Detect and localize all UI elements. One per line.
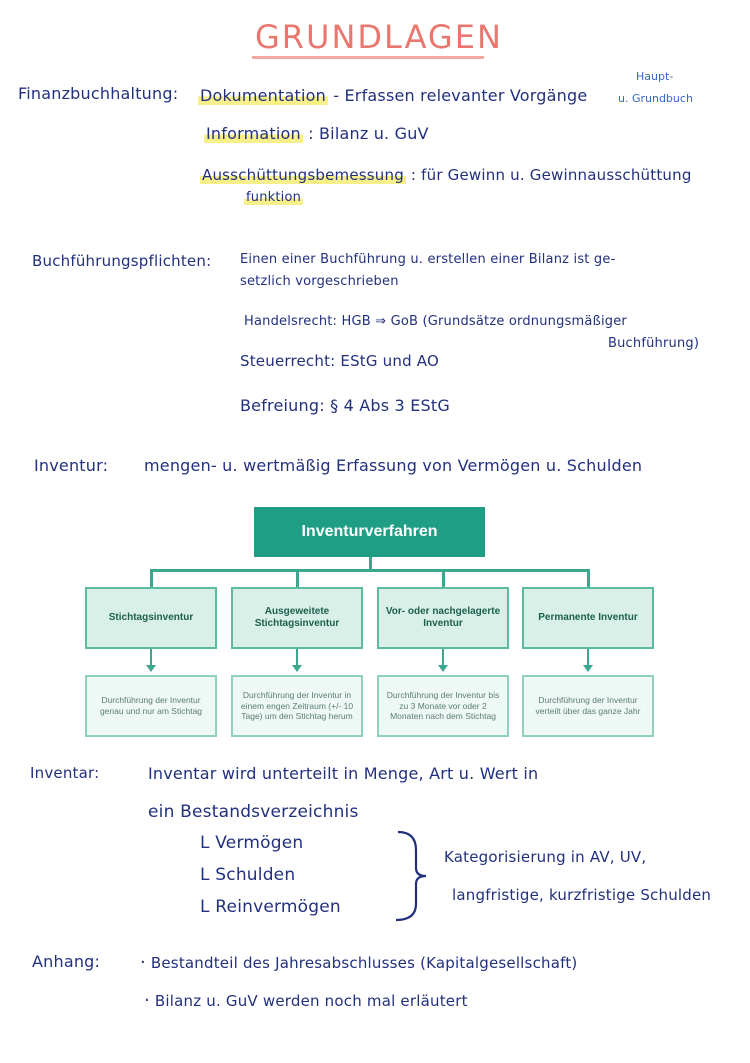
bfp-steuerrecht: Steuerrecht: EStG und AO	[240, 352, 439, 370]
diagram-connector-horizontal	[150, 569, 590, 572]
side-note-haupt: Haupt-	[636, 70, 674, 83]
page-title: GRUNDLAGEN	[255, 18, 503, 56]
fibu-key-ausschuettung: Ausschüttungsbemessung	[202, 166, 404, 184]
curly-brace-icon	[392, 828, 432, 924]
anhang-item-1-text: Bestandteil des Jahresabschlusses (Kapitalgesellschaft)	[150, 954, 578, 972]
arrow-down-icon	[583, 665, 593, 672]
diagram-box-vor-nach: Vor- oder nachgelagerte Inventur	[377, 587, 509, 649]
fibu-funktion	[244, 190, 303, 205]
anhang-label: Anhang:	[32, 952, 101, 971]
diagram-desc-stichtag: Durchführung der Inventur genau und nur am Stichtag	[85, 675, 217, 737]
diagram-box-ausgeweitet: Ausgeweitete Stichtagsinventur	[231, 587, 363, 649]
fibu-value-dokumentation: - Erfassen relevanter Vorgänge	[333, 86, 588, 105]
inventar-item-vermoegen-text: Vermögen	[215, 833, 304, 853]
fibu-funktion-text: funktion	[246, 190, 302, 205]
diagram-connector-2	[296, 569, 299, 587]
bfp-handelsrecht: Handelsrecht: HGB ⇒ GoB (Grundsätze ordnungsmäßiger	[244, 314, 627, 329]
arrow-down-icon	[438, 665, 448, 672]
diagram-box-permanent: Permanente Inventur	[522, 587, 654, 649]
anhang-item-1: · Bestandteil des Jahresabschlusses (Kapitalgesellschaft)	[140, 952, 578, 973]
finanzbuchhaltung-label: Finanzbuchhaltung:	[18, 84, 179, 103]
fibu-row-dokumentation	[198, 86, 587, 105]
side-note-grundbuch: u. Grundbuch	[618, 92, 693, 105]
fibu-key-information: Information	[206, 124, 301, 143]
inventar-note-2: langfristige, kurzfristige Schulden	[452, 886, 712, 904]
anhang-item-2-text: Bilanz u. GuV werden noch mal erläutert	[154, 992, 468, 1010]
fibu-row-information	[204, 124, 429, 143]
arrow-down-icon	[292, 665, 302, 672]
diagram-connector-1	[150, 569, 153, 587]
diagram-connector-4	[587, 569, 590, 587]
fibu-row-ausschuettung	[200, 166, 692, 184]
fibu-key-dokumentation: Dokumentation	[200, 86, 326, 105]
bfp-befreiung: Befreiung: § 4 Abs 3 EStG	[240, 396, 450, 415]
diagram-desc-vor-nach: Durchführung der Inventur bis zu 3 Monate vor oder 2 Monaten nach dem Stichtag	[377, 675, 509, 737]
inventur-text: mengen- u. wertmäßig Erfassung von Vermögen u. Schulden	[144, 456, 643, 475]
diagram-desc-ausgeweitet: Durchführung der Inventur in einem engen Zeitraum (+/- 10 Tage) um den Stichtag herum	[231, 675, 363, 737]
inventurverfahren-diagram	[82, 505, 660, 735]
inventar-item-schulden: L Schulden	[200, 865, 296, 885]
inventar-line-2: ein Bestandsverzeichnis	[148, 802, 359, 822]
inventar-item-schulden-text: Schulden	[215, 865, 296, 885]
diagram-connector-3	[442, 569, 445, 587]
title-underline	[252, 56, 484, 59]
anhang-item-2: · Bilanz u. GuV werden noch mal erläutert	[144, 990, 468, 1011]
inventar-item-reinvermoegen: L Reinvermögen	[200, 897, 341, 917]
bfp-line-2: setzlich vorgeschrieben	[240, 274, 399, 289]
diagram-box-stichtag: Stichtagsinventur	[85, 587, 217, 649]
inventar-text: Inventar wird unterteilt in Menge, Art u. Wert in	[148, 764, 539, 783]
bfp-handelsrecht-2: Buchführung)	[608, 336, 700, 351]
inventur-label: Inventur:	[34, 456, 109, 475]
fibu-value-ausschuettung: : für Gewinn u. Gewinnausschüttung	[410, 166, 692, 184]
diagram-top-box: Inventurverfahren	[254, 507, 485, 557]
bfp-line-1: Einen einer Buchführung u. erstellen einer Bilanz ist ge-	[240, 252, 616, 267]
inventar-note-1: Kategorisierung in AV, UV,	[444, 848, 647, 866]
arrow-down-icon	[146, 665, 156, 672]
fibu-value-information: : Bilanz u. GuV	[308, 124, 429, 143]
buchfuehrungspflichten-label: Buchführungspflichten:	[32, 252, 212, 270]
diagram-desc-permanent: Durchführung der Inventur verteilt über das ganze Jahr	[522, 675, 654, 737]
inventar-item-reinvermoegen-text: Reinvermögen	[215, 897, 341, 917]
inventar-label: Inventar:	[30, 764, 100, 782]
inventar-item-vermoegen: L Vermögen	[200, 833, 304, 853]
